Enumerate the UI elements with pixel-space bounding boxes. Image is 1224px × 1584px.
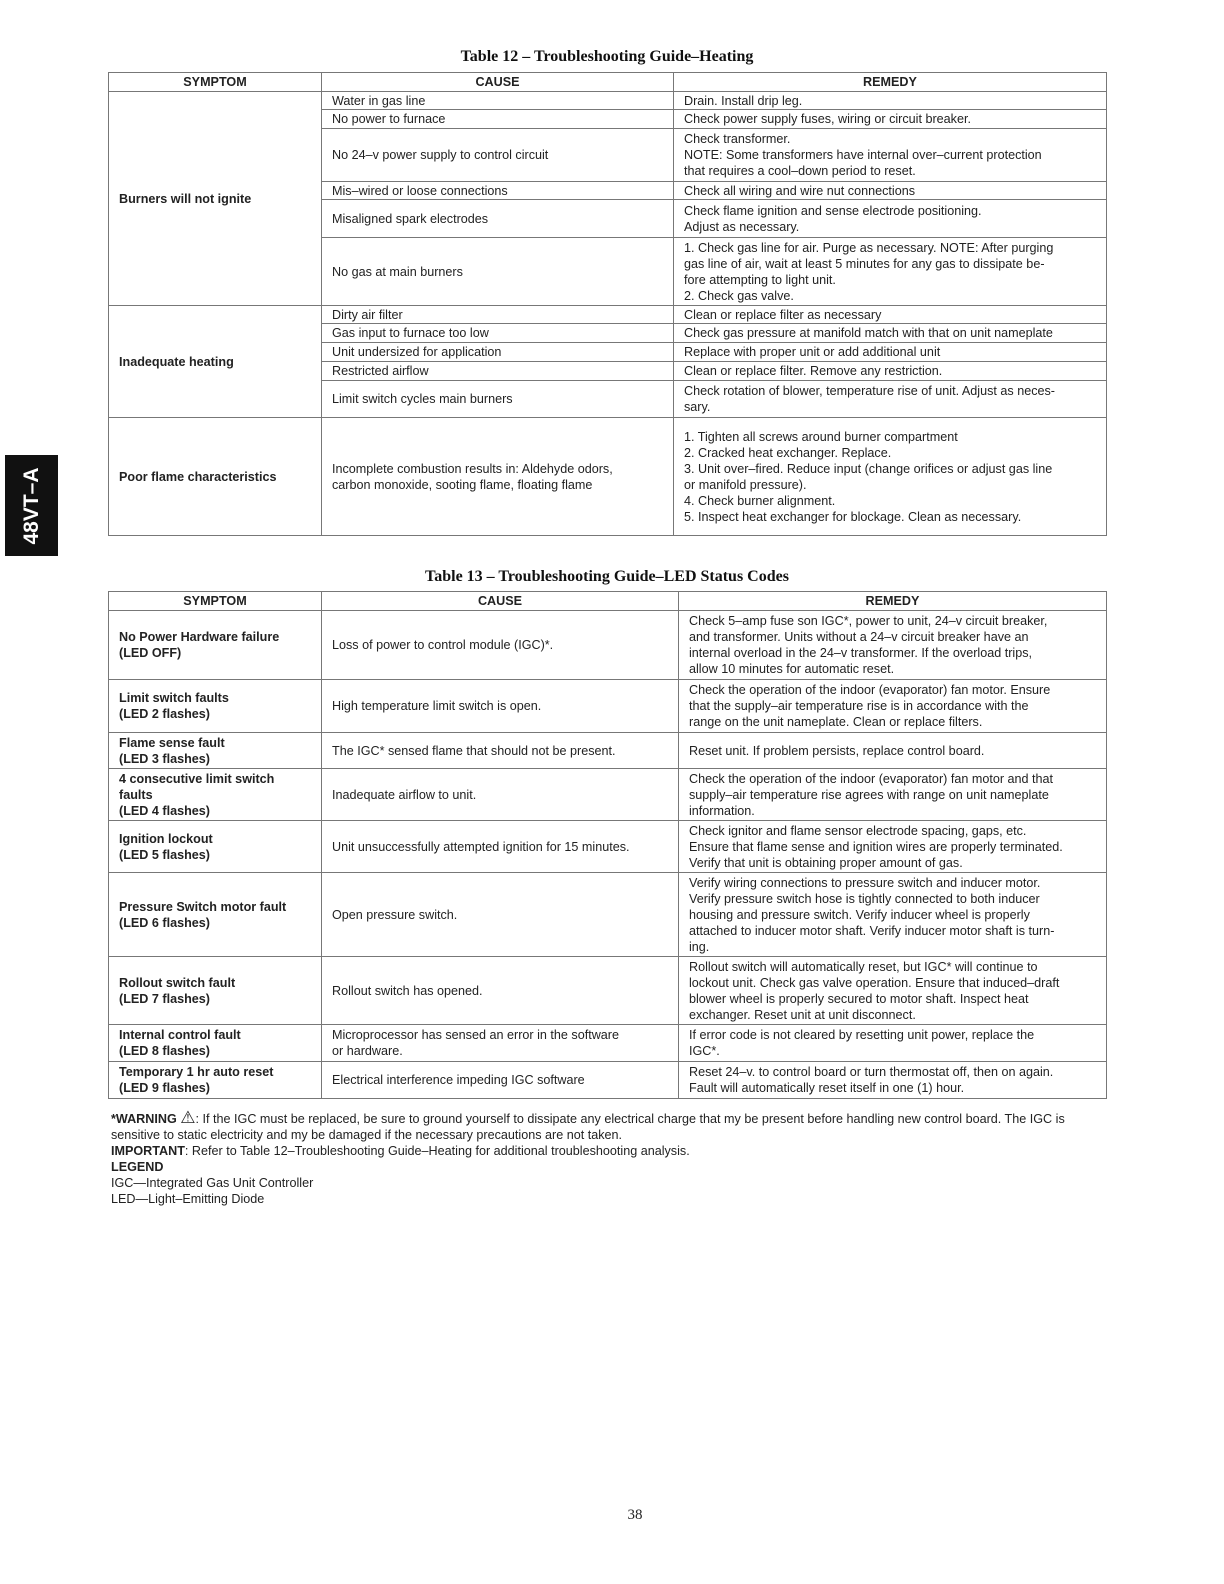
legend-item: LED—Light–Emitting Diode <box>111 1192 265 1206</box>
remedy-cell: Reset unit. If problem persists, replace control board. <box>679 733 1107 769</box>
table-12-heating <box>108 72 1107 536</box>
table-row <box>109 92 1107 110</box>
header-symptom: SYMPTOM <box>109 592 322 611</box>
remedy-cell: Check the operation of the indoor (evaporator) fan motor. Ensure that the supply–air temperature rise is in accordance with the range on the unit nameplate. Clean or replace filters. <box>679 680 1107 733</box>
remedy-cell: 1. Check gas line for air. Purge as necessary. NOTE: After purging gas line of air, wait at least 5 minutes for any gas to dissipate be- fore attempting to light unit. 2. Check gas valve. <box>674 238 1107 306</box>
cause-cell: Open pressure switch. <box>322 873 679 957</box>
cause-cell: Gas input to furnace too low <box>322 324 674 343</box>
important-label: IMPORTANT <box>111 1144 185 1158</box>
legend-item: IGC—Integrated Gas Unit Controller <box>111 1176 314 1190</box>
remedy-cell: Verify wiring connections to pressure switch and inducer motor. Verify pressure switch hose is tightly connected to both inducer housing and pressure switch. Verify inducer wheel is properly attached to inducer motor shaft. Verify inducer motor shaft is turn- ing. <box>679 873 1107 957</box>
table-row <box>109 769 1107 821</box>
table-row <box>109 1062 1107 1099</box>
cause-cell: Unit unsuccessfully attempted ignition for 15 minutes. <box>322 821 679 873</box>
header-cause: CAUSE <box>322 592 679 611</box>
table-header-row <box>109 73 1107 92</box>
remedy-cell: Check all wiring and wire nut connections <box>674 182 1107 200</box>
cause-cell: Incomplete combustion results in: Aldehyde odors, carbon monoxide, sooting flame, floating flame <box>322 418 674 536</box>
cause-cell: Microprocessor has sensed an error in the software or hardware. <box>322 1025 679 1062</box>
table-row <box>109 821 1107 873</box>
header-remedy: REMEDY <box>679 592 1107 611</box>
side-tab <box>5 455 58 556</box>
warning-label: *WARNING <box>111 1112 177 1126</box>
cause-cell: No gas at main burners <box>322 238 674 306</box>
symptom-cell: Burners will not ignite <box>109 92 322 306</box>
cause-cell: Water in gas line <box>322 92 674 110</box>
remedy-cell: Check gas pressure at manifold match with that on unit nameplate <box>674 324 1107 343</box>
table-row <box>109 733 1107 769</box>
remedy-cell: Check power supply fuses, wiring or circuit breaker. <box>674 110 1107 129</box>
cause-cell: Loss of power to control module (IGC)*. <box>322 611 679 680</box>
warning-triangle-icon: ⚠ <box>180 1108 196 1127</box>
remedy-cell: Check ignitor and flame sensor electrode spacing, gaps, etc. Ensure that flame sense and ignition wires are properly terminated. Verify that unit is obtaining proper amount of gas. <box>679 821 1107 873</box>
cause-cell: Misaligned spark electrodes <box>322 200 674 238</box>
remedy-cell: Clean or replace filter. Remove any restriction. <box>674 362 1107 381</box>
symptom-cell: Temporary 1 hr auto reset (LED 9 flashes) <box>109 1062 322 1099</box>
warning-text: : If the IGC must be replaced, be sure to ground yourself to dissipate any electrical charge that my be present before handling new control board. The IGC is sensitive to static electricity and my be damaged if the necessary precautions are not taken. <box>111 1112 1065 1142</box>
symptom-cell: Ignition lockout (LED 5 flashes) <box>109 821 322 873</box>
symptom-cell: Inadequate heating <box>109 306 322 418</box>
symptom-cell: Flame sense fault (LED 3 flashes) <box>109 733 322 769</box>
header-remedy: REMEDY <box>674 73 1107 92</box>
table-row <box>109 306 1107 324</box>
table-13-led-codes <box>108 591 1107 1099</box>
cause-cell: Limit switch cycles main burners <box>322 381 674 418</box>
remedy-cell: Check 5–amp fuse son IGC*, power to unit, 24–v circuit breaker, and transformer. Units without a 24–v circuit breaker have an internal overload in the 24–v transformer. If the overload trips, allow 10 minutes for automatic reset. <box>679 611 1107 680</box>
remedy-cell: Reset 24–v. to control board or turn thermostat off, then on again. Fault will automatically reset itself in one (1) hour. <box>679 1062 1107 1099</box>
table-row <box>109 418 1107 536</box>
cause-cell: The IGC* sensed flame that should not be present. <box>322 733 679 769</box>
remedy-cell: Check flame ignition and sense electrode positioning. Adjust as necessary. <box>674 200 1107 238</box>
remedy-cell: Check the operation of the indoor (evaporator) fan motor and that supply–air temperature rise agrees with range on unit nameplate information. <box>679 769 1107 821</box>
remedy-cell: Rollout switch will automatically reset, but IGC* will continue to lockout unit. Check gas valve operation. Ensure that induced–draft blower wheel is properly secured to motor shaft. Inspect heat exchanger. Reset unit at unit disconnect. <box>679 957 1107 1025</box>
symptom-cell: Internal control fault (LED 8 flashes) <box>109 1025 322 1062</box>
table-13-title: Table 13 – Troubleshooting Guide–LED Status Codes <box>425 568 789 585</box>
cause-cell: Inadequate airflow to unit. <box>322 769 679 821</box>
symptom-cell: Pressure Switch motor fault (LED 6 flashes) <box>109 873 322 957</box>
remedy-cell: Check transformer. NOTE: Some transformers have internal over–current protection that requires a cool–down period to reset. <box>674 129 1107 182</box>
cause-cell: Rollout switch has opened. <box>322 957 679 1025</box>
cause-cell: Electrical interference impeding IGC software <box>322 1062 679 1099</box>
important-note <box>111 1143 1101 1159</box>
cause-cell: No power to furnace <box>322 110 674 129</box>
symptom-cell: Limit switch faults (LED 2 flashes) <box>109 680 322 733</box>
symptom-cell: 4 consecutive limit switch faults (LED 4 flashes) <box>109 769 322 821</box>
side-tab-label: 48VT–A <box>19 466 43 545</box>
remedy-cell: Check rotation of blower, temperature rise of unit. Adjust as neces- sary. <box>674 381 1107 418</box>
page-number: 38 <box>627 1507 643 1523</box>
header-symptom: SYMPTOM <box>109 73 322 92</box>
remedy-cell: Drain. Install drip leg. <box>674 92 1107 110</box>
remedy-cell: 1. Tighten all screws around burner compartment 2. Cracked heat exchanger. Replace. 3. Unit over–fired. Reduce input (change orifices or adjust gas line or manifold pressure). 4. Check burner alignment. 5. Inspect heat exchanger for blockage. Clean as necessary. <box>674 418 1107 536</box>
remedy-cell: Clean or replace filter as necessary <box>674 306 1107 324</box>
table-header-row <box>109 592 1107 611</box>
header-cause: CAUSE <box>322 73 674 92</box>
table-row <box>109 873 1107 957</box>
symptom-cell: No Power Hardware failure (LED OFF) <box>109 611 322 680</box>
remedy-cell: If error code is not cleared by resetting unit power, replace the IGC*. <box>679 1025 1107 1062</box>
legend-title: LEGEND <box>111 1160 164 1174</box>
table-row <box>109 611 1107 680</box>
cause-cell: Dirty air filter <box>322 306 674 324</box>
symptom-cell: Poor flame characteristics <box>109 418 322 536</box>
notes <box>111 1110 1101 1207</box>
table-row <box>109 1025 1107 1062</box>
warning-note <box>111 1110 1101 1143</box>
remedy-cell: Replace with proper unit or add additional unit <box>674 343 1107 362</box>
cause-cell: Unit undersized for application <box>322 343 674 362</box>
table-row <box>109 680 1107 733</box>
table-row <box>109 957 1107 1025</box>
cause-cell: High temperature limit switch is open. <box>322 680 679 733</box>
cause-cell: Restricted airflow <box>322 362 674 381</box>
important-text: : Refer to Table 12–Troubleshooting Guide–Heating for additional troubleshooting analysis. <box>184 1144 690 1158</box>
table-12-title: Table 12 – Troubleshooting Guide–Heating <box>460 48 754 65</box>
cause-cell: Mis–wired or loose connections <box>322 182 674 200</box>
cause-cell: No 24–v power supply to control circuit <box>322 129 674 182</box>
symptom-cell: Rollout switch fault (LED 7 flashes) <box>109 957 322 1025</box>
